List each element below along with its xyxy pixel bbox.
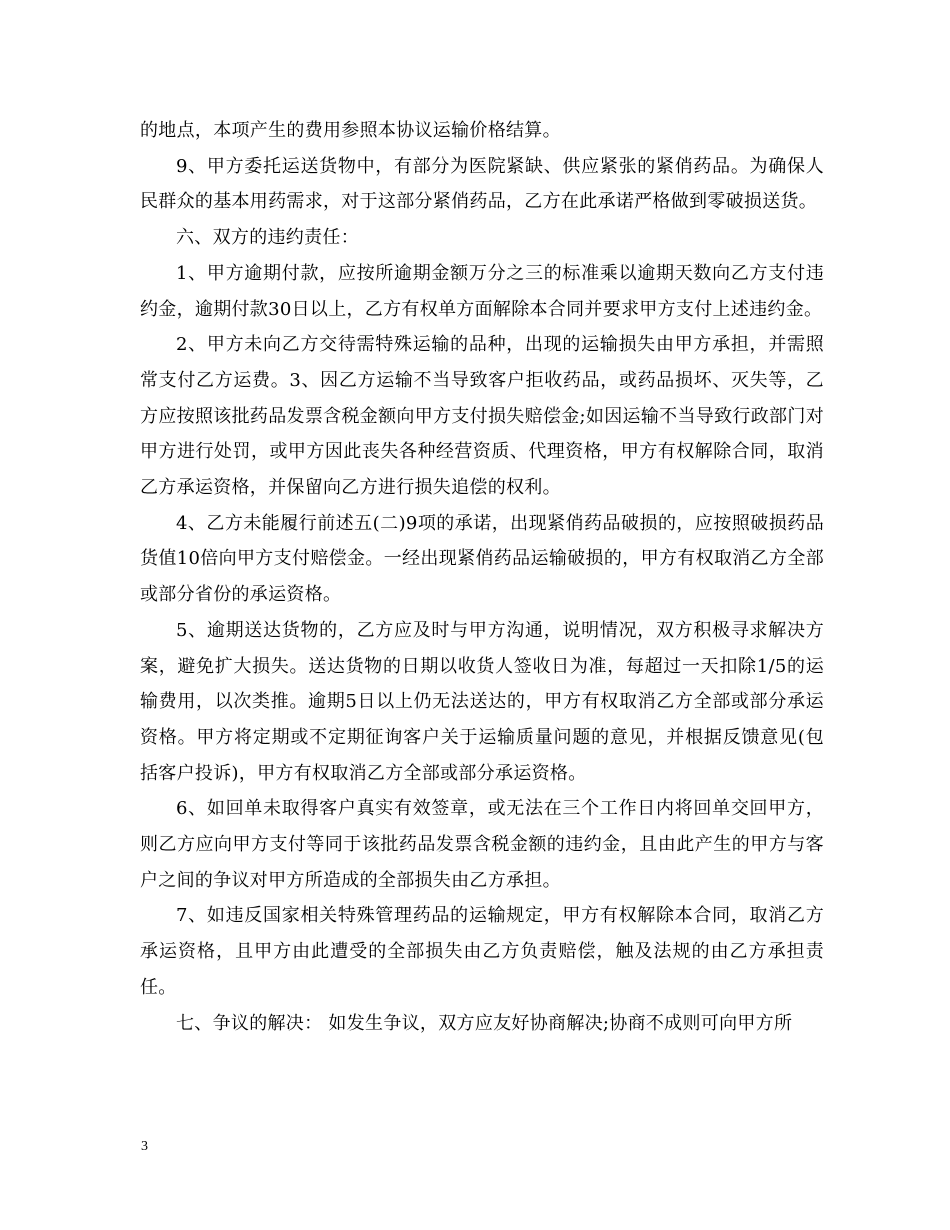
paragraph-continuation: 的地点，本项产生的费用参照本协议运输价格结算。	[140, 120, 561, 141]
paragraph-clause-7: 7、如违反国家相关特殊管理药品的运输规定，甲方有权解除本合同，取消乙方承运资格，且甲方由此遭受的全部损失由乙方负责赔偿，触及法规的由乙方承担责任。	[140, 905, 824, 998]
paragraph-clause-2-3: 2、甲方未向乙方交待需特殊运输的品种，出现的运输损失由甲方承担，并需照常支付乙方运费。3、因乙方运输不当导致客户拒收药品，或药品损坏、灭失等，乙方应按照该批药品发票含税金额向甲方支付损失赔偿金;如因运输不当导致行政部门对甲方进行处罚，或甲方因此丧失各种经营资质、代理资格，甲方有权解除合同，取消乙方承运资格，并保留向乙方进行损失追偿的权利。	[140, 334, 824, 499]
section-heading-dispute-resolution: 七、争议的解决： 如发生争议，双方应友好协商解决;协商不成则可向甲方所	[176, 1012, 793, 1034]
paragraph-clause-9: 9、甲方委托运送货物中，有部分为医院紧缺、供应紧张的紧俏药品。为确保人民群众的基本用药需求，对于这部分紧俏药品，乙方在此承诺严格做到零破损送货。	[140, 155, 824, 213]
paragraph-clause-4: 4、乙方未能履行前述五(二)9项的承诺，出现紧俏药品破损的，应按照破损药品货值10倍向甲方支付赔偿金。一经出现紧俏药品运输破损的，甲方有权取消乙方全部或部分省份的承运资格。	[140, 512, 824, 606]
paragraph-clause-6: 6、如回单未取得客户真实有效签章，或无法在三个工作日内将回单交回甲方，则乙方应向甲方支付等同于该批药品发票含税金额的违约金，且由此产生的甲方与客户之间的争议对甲方所造成的全部损失由乙方承担。	[140, 798, 824, 891]
page-number: 3	[141, 1139, 148, 1154]
paragraph-clause-5: 5、逾期送达货物的，乙方应及时与甲方沟通，说明情况，双方积极寻求解决方案，避免扩大损失。送达货物的日期以收货人签收日为准，每超过一天扣除1/5的运输费用，以次类推。逾期5日以上仍无法送达的，甲方有权取消乙方全部或部分承运资格。甲方将定期或不定期征询客户关于运输质量问题的意见，并根据反馈意见(包括客户投诉)，甲方有权取消乙方全部或部分承运资格。	[140, 619, 824, 784]
paragraph-clause-1: 1、甲方逾期付款，应按所逾期金额万分之三的标准乘以逾期天数向乙方支付违约金，逾期付款30日以上，乙方有权单方面解除本合同并要求甲方支付上述违约金。	[140, 262, 824, 320]
section-heading-breach-liability: 六、双方的违约责任：	[176, 227, 359, 249]
document-body	[140, 113, 824, 1041]
